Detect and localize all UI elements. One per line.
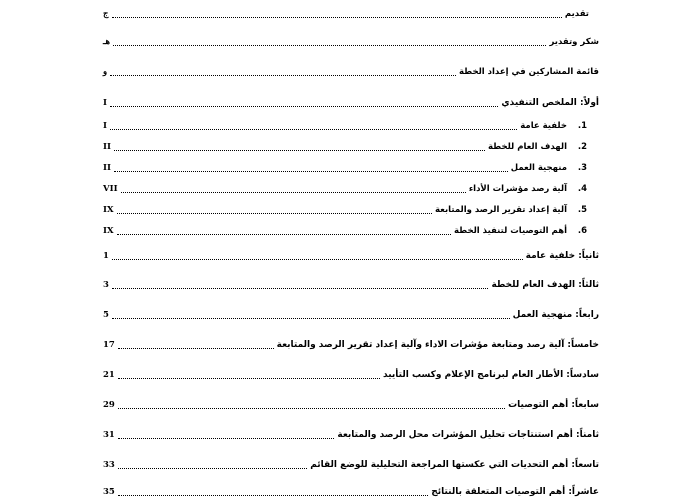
- toc-subentry-number: 3.: [577, 163, 587, 173]
- dot-leader: [118, 495, 428, 496]
- toc-entry-title: الهدف العام للخطة: [488, 142, 567, 152]
- toc-entry-page: I: [103, 121, 107, 131]
- toc-entry-title: ثالثاً: الهدف العام للخطة: [491, 280, 599, 290]
- dot-leader: [117, 213, 432, 214]
- dot-leader: [112, 17, 562, 18]
- toc-entry-page: 29: [103, 400, 115, 410]
- toc-entry-title: قائمة المشاركين في إعداد الخطة: [459, 67, 599, 77]
- toc-subentry-number: 2.: [577, 142, 587, 152]
- toc-entry-title: شكر وتقدير: [549, 37, 599, 47]
- toc-subentry-1[interactable]: [103, 118, 587, 132]
- toc-entry-title: أهم التوصيات لتنفيذ الخطة: [454, 226, 567, 236]
- toc-subentry-4[interactable]: [103, 181, 587, 195]
- dot-leader: [112, 318, 510, 319]
- toc-entry-section-5[interactable]: [103, 337, 599, 351]
- toc-entry-page: 35: [103, 487, 115, 497]
- toc-entry-page: 17: [103, 340, 115, 350]
- toc-entry-title: سادساً: الأطار العام لبرنامج الإعلام وكسب التأييد: [383, 370, 599, 380]
- toc-entry-page: I: [103, 98, 107, 108]
- dot-leader: [118, 438, 335, 439]
- toc-entry-participants[interactable]: [103, 64, 599, 78]
- toc-subentry-number: 4.: [577, 184, 587, 194]
- toc-entry-title: تقديم: [564, 9, 589, 19]
- toc-entry-section-4[interactable]: [103, 307, 599, 321]
- toc-entry-title: عاشراً: أهم التوصيات المتعلقة بالنتائج: [431, 487, 599, 497]
- dot-leader: [117, 234, 451, 235]
- dot-leader: [114, 171, 508, 172]
- toc-entry-page: و: [103, 67, 108, 77]
- toc-entry-page: ج: [103, 9, 109, 19]
- toc-entry-page: 3: [103, 280, 109, 290]
- toc-entry-section-6[interactable]: [103, 367, 599, 381]
- toc-subentry-5[interactable]: [103, 202, 587, 216]
- toc-subentry-number: 5.: [577, 205, 587, 215]
- toc-subentry-3[interactable]: [103, 160, 587, 174]
- toc-entry-title: رابعاً: منهجية العمل: [512, 310, 599, 320]
- toc-entry-title: ثامناً: أهم استنتاجات تحليل المؤشرات محل الرصد والمتابعة: [337, 430, 599, 440]
- dot-leader: [110, 129, 517, 130]
- toc-entry-section-7[interactable]: [103, 397, 599, 411]
- toc-entry-page: II: [103, 163, 111, 173]
- toc-entry-page: IX: [103, 205, 114, 215]
- toc-entry-introduction[interactable]: [103, 6, 589, 20]
- toc-entry-page: II: [103, 142, 111, 152]
- toc-entry-title: خامساً: آلية رصد ومتابعة مؤشرات الاداء وآلية إعداد تقرير الرصد والمتابعة: [276, 340, 599, 350]
- toc-entry-title: ثانياً: خلفية عامة: [525, 251, 599, 261]
- toc-entry-page: 21: [103, 370, 115, 380]
- toc-entry-section-10[interactable]: [103, 484, 599, 498]
- dot-leader: [112, 288, 489, 289]
- toc-entry-section-3[interactable]: [103, 277, 599, 291]
- toc-entry-section-9[interactable]: [103, 457, 599, 471]
- toc-entry-title: أولاً: الملخص التنفيذي: [501, 98, 599, 108]
- toc-entry-section-8[interactable]: [103, 427, 599, 441]
- toc-subentry-2[interactable]: [103, 139, 587, 153]
- dot-leader: [110, 106, 498, 107]
- toc-subentry-number: 6.: [577, 226, 587, 236]
- dot-leader: [118, 348, 274, 349]
- toc-entry-section-2[interactable]: [103, 248, 599, 262]
- dot-leader: [118, 378, 380, 379]
- toc-entry-page: 1: [103, 251, 109, 261]
- toc-entry-page: VII: [103, 184, 118, 194]
- toc-subentry-number: 1.: [577, 121, 587, 131]
- toc-entry-page: 33: [103, 460, 115, 470]
- dot-leader: [118, 408, 505, 409]
- toc-entry-acknowledgements[interactable]: [103, 34, 599, 48]
- dot-leader: [110, 75, 456, 76]
- dot-leader: [114, 150, 485, 151]
- toc-entry-title: منهجية العمل: [510, 163, 567, 173]
- toc-entry-executive-summary[interactable]: [103, 95, 599, 109]
- dot-leader: [118, 468, 307, 469]
- toc-subentry-6[interactable]: [103, 223, 587, 237]
- toc-entry-title: سابعاً: أهم التوصيات: [508, 400, 599, 410]
- toc-entry-title: تاسعاً: أهم التحديات التي عكستها المراجعة التحليلية للوضع القائم: [310, 460, 599, 470]
- dot-leader: [113, 45, 546, 46]
- dot-leader: [112, 259, 523, 260]
- toc-entry-page: IX: [103, 226, 114, 236]
- dot-leader: [121, 192, 466, 193]
- toc-entry-title: خلفية عامة: [520, 121, 567, 131]
- toc-entry-title: آلية رصد مؤشرات الأداء: [468, 184, 567, 194]
- toc-entry-page: 31: [103, 430, 115, 440]
- toc-entry-page: هـ: [103, 37, 110, 47]
- toc-entry-title: آلية إعداد تقرير الرصد والمتابعة: [435, 205, 567, 215]
- toc-entry-page: 5: [103, 310, 109, 320]
